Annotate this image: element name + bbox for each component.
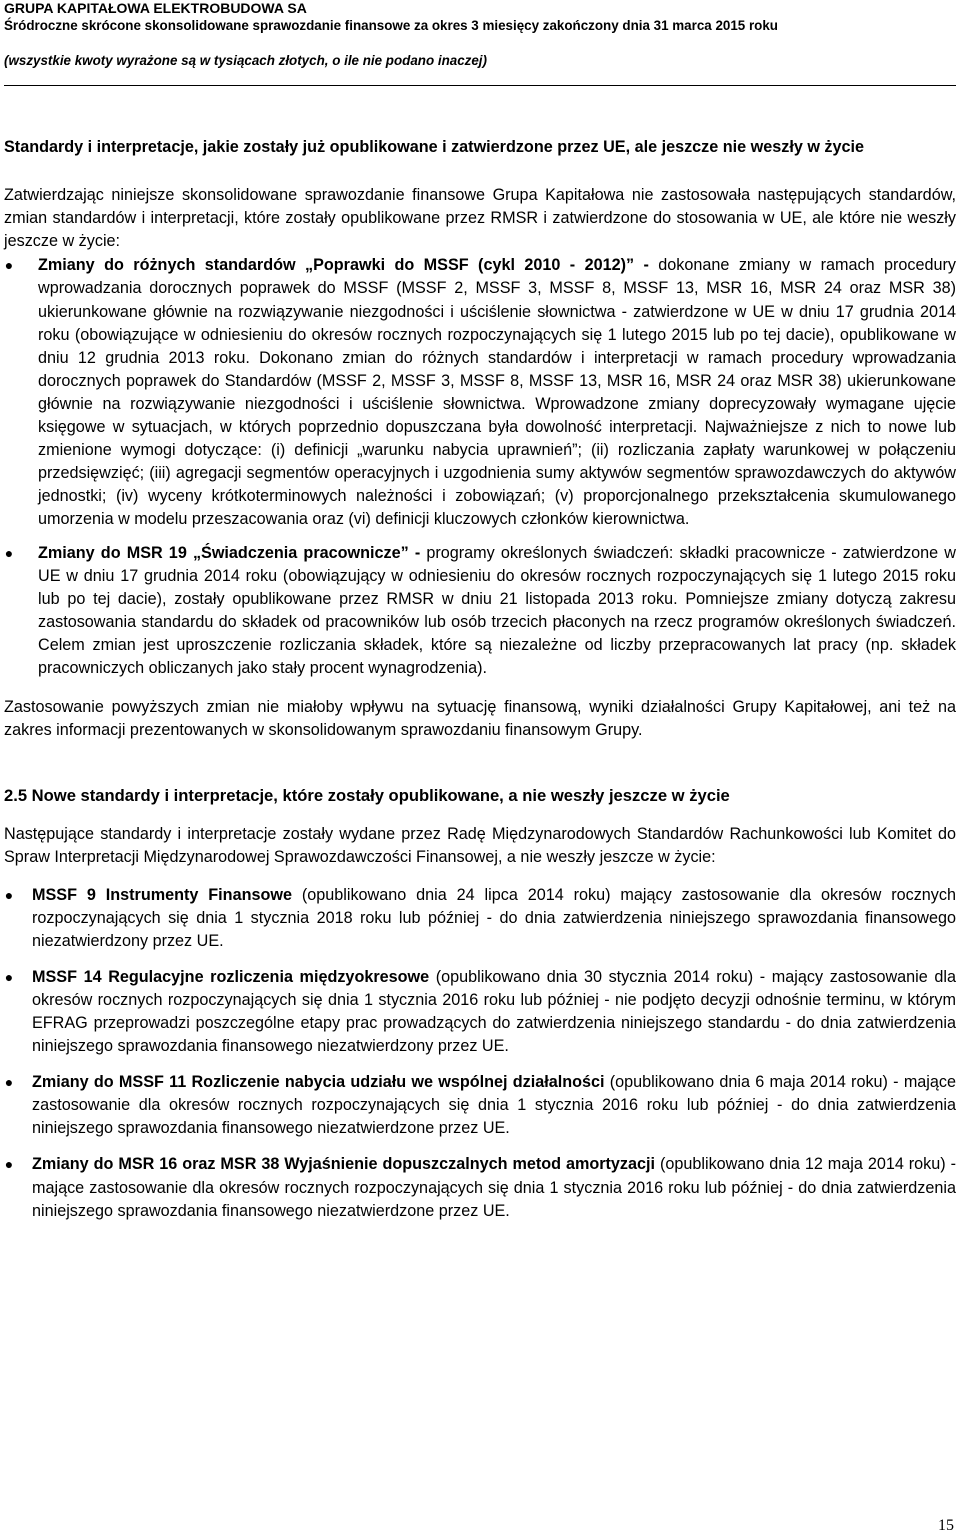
page-header <box>4 0 956 69</box>
section-heading: 2.5 Nowe standardy i interpretacje, które zostały opublikowane, a nie weszły jeszcze w życie <box>4 786 730 806</box>
bullet-icon: ● <box>4 544 14 561</box>
list-item <box>4 966 956 1058</box>
list-item <box>4 1071 956 1140</box>
item-title: Zmiany do MSSF 11 Rozliczenie nabycia udziału we wspólnej działalności <box>32 1073 605 1092</box>
item-text: (opublikowano dnia 30 stycznia 2014 roku) - mający zastosowanie dla okresów rocznych rozpoczynających się dnia 1 stycznia 2016 roku lub później - nie podjęto decyzji odnośnie terminu, w którym EFRAG przeprowadzi poszczególne etapy prac prowadzących do zatwierdzenia niniejszego standardu - do dnia zatwierdzenia niniejszego sprawozdania finansowego niezatwierdzony przez UE. <box>32 967 956 1056</box>
list-item <box>4 542 956 681</box>
item-title: MSSF 9 Instrumenty Finansowe <box>32 885 292 904</box>
item-title: MSSF 14 Regulacyjne rozliczenia międzyokresowe <box>32 967 430 986</box>
bullet-icon: ● <box>4 1074 14 1091</box>
item-text: programy określonych świadczeń: składki pracownicze - zatwierdzone w UE w dniu 17 grudnia 2014 roku (obowiązujący w odniesieniu do okresów rocznych rozpoczynających się 1 lutego 2015 roku lub po tej dacie), zostały opublikowane przez RMSR w dniu 21 listopada 2013 roku. Pomniejsze zmiany dotyczą zakresu zastosowania standardu do składek od pracowników lub osób trzecich płaconych na rzecz programów określonych świadczeń. Celem zmian jest uproszczenie rozliczania składek, które są niezależne od liczby przepracowanych lat pracy (np. składek pracowniczych obliczanych jako stały procent wynagrodzenia). <box>38 543 956 677</box>
company-name: GRUPA KAPITAŁOWA ELEKTROBUDOWA SA <box>4 0 307 16</box>
page-number: 15 <box>938 1517 954 1534</box>
new-standards-list <box>4 884 956 1223</box>
item-text: (opublikowano dnia 12 maja 2014 roku) - mające zastosowanie dla okresów rocznych rozpoczynających się dnia 1 stycznia 2016 roku lub później - do dnia zatwierdzenia niniejszego sprawozdania finansowego niezatwierdzone przez UE. <box>32 1155 956 1220</box>
section-title: Standardy i interpretacje, jakie zostały już opublikowane i zatwierdzone przez UE, ale jeszcze nie weszły w życie <box>4 138 865 156</box>
section-intro: Zatwierdzając niniejsze skonsolidowane sprawozdanie finansowe Grupa Kapitałowa nie zastosowała następujących standardów, zmian standardów i interpretacji, które zostały opublikowane przez RMSR i zatwierdzone do stosowania w UE, ale które nie weszły jeszcze w życie: <box>4 186 956 251</box>
item-text: (opublikowano dnia 6 maja 2014 roku) - mające zastosowanie dla okresów rocznych rozpoczynających się dnia 1 stycznia 2016 roku lub później - do dnia zatwierdzenia niniejszego sprawozdania finansowego niezatwierdzone przez UE. <box>32 1073 956 1138</box>
bullet-icon: ● <box>4 886 14 903</box>
bullet-icon: ● <box>4 968 14 985</box>
section-intro: Następujące standardy i interpretacje zostały wydane przez Radę Międzynarodowych Standardów Rachunkowości lub Komitet do Spraw Interpretacji Międzynarodowej Sprawozdawczości Finansowej, a nie weszły jeszcze w życie: <box>4 825 956 867</box>
list-item <box>4 884 956 953</box>
header-divider <box>4 85 956 86</box>
item-text: dokonane zmiany w ramach procedury wprowadzania dorocznych poprawek do MSSF (MSSF 2, MSSF 3, MSSF 8, MSSF 13, MSR 16, MSR 24 oraz MSR 38) ukierunkowane głównie na rozwiązywanie niezgodności i uściślenie słownictwa - zatwierdzone w UE w dniu 17 grudnia 2014 roku (obowiązujące w odniesieniu do okresów rocznych rozpoczynających się 1 lutego 2015 lub po tej dacie), opublikowane w dniu 12 grudnia 2013 roku. Dokonano zmian do różnych standardów i interpretacji w ramach procedury wprowadzania dorocznych poprawek do Standardów (MSSF 2, MSSF 3, MSSF 8, MSSF 13, MSR 16, MSR 24 oraz MSR 38) ukierunkowane głównie na rozwiązywanie niezgodności i uściślenie słownictwa. Wprowadzone zmiany doprecyzowały wymagane ujęcie księgowe w sytuacjach, w których poprzednio dopuszczana była dowolność interpretacji. Najważniejsze z nich to nowe lub zmienione wymogi dotyczące: (i) definicji „warunku nabycia uprawnień”; (ii) rozliczania zapłaty warunkowej w połączeniu przedsięwzięć; (iii) agregacji segmentów operacyjnych i uzgodnienia sumy aktywów segmentów sprawozdawczych do aktywów jednostki; (iv) wyceny krótkoterminowych należności i zobowiązań; (v) proporcjonalnego przekształcenia skumulowanego umorzenia w modelu przeszacowania oraz (vi) definicji kluczowych członków kierownictwa. <box>38 256 956 529</box>
approved-standards-list <box>4 254 956 680</box>
bullet-icon: ● <box>4 1156 14 1173</box>
report-title: Śródroczne skrócone skonsolidowane sprawozdanie finansowe za okres 3 miesięcy zakończony dnia 31 marca 2015 roku <box>4 18 778 33</box>
item-text: (opublikowano dnia 24 lipca 2014 roku) mający zastosowanie dla okresów rocznych rozpoczynających się dnia 1 stycznia 2018 roku lub później - do dnia zatwierdzenia niniejszego sprawozdania finansowego niezatwierdzony przez UE. <box>32 885 956 950</box>
list-item <box>4 254 956 531</box>
list-item <box>4 1153 956 1222</box>
item-title: Zmiany do MSR 19 „Świadczenia pracownicze” - <box>38 543 421 562</box>
item-title: Zmiany do różnych standardów „Poprawki do MSSF (cykl 2010 - 2012)” - <box>38 256 649 275</box>
item-title: Zmiany do MSR 16 oraz MSR 38 Wyjaśnienie dopuszczalnych metod amortyzacji <box>32 1155 656 1174</box>
bullet-icon: ● <box>4 257 14 274</box>
section-conclusion: Zastosowanie powyższych zmian nie miałoby wpływu na sytuację finansową, wyniki działalności Grupy Kapitałowej, ani też na zakres informacji prezentowanych w skonsolidowanym sprawozdaniu finansowym Grupy. <box>4 698 956 740</box>
amounts-note: (wszystkie kwoty wyrażone są w tysiącach złotych, o ile nie podano inaczej) <box>4 53 487 68</box>
document-body <box>4 136 956 1223</box>
